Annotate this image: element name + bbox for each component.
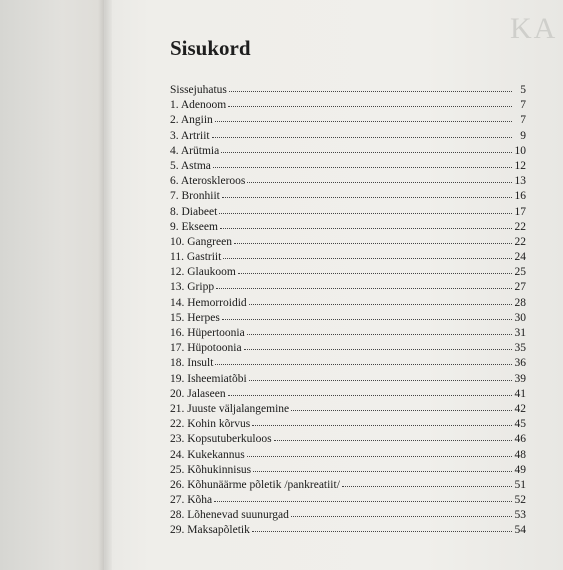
toc-dot-leader [247, 333, 512, 335]
toc-entry [170, 312, 526, 327]
page-title: Sisukord [170, 36, 251, 60]
toc-entry-page-number: 10 [514, 144, 526, 157]
toc-entry [170, 373, 526, 388]
toc-entry-page-number: 36 [514, 357, 526, 370]
toc-dot-leader [247, 181, 512, 183]
toc-entry [170, 357, 526, 372]
toc-dot-leader [342, 485, 512, 487]
toc-entry [170, 281, 526, 296]
show-through-text: KA [510, 12, 558, 45]
toc-entry-label: Sissejuhatus [170, 84, 227, 96]
toc-entry [170, 251, 526, 266]
toc-entry-page-number: 42 [514, 402, 526, 415]
toc-dot-leader [234, 242, 512, 244]
toc-entry [170, 403, 526, 418]
toc-entry-page-number: 45 [514, 418, 526, 431]
toc-entry [170, 160, 526, 175]
toc-entry-page-number: 41 [514, 387, 526, 400]
toc-entry-label: 16. Hüpertoonia [170, 327, 245, 339]
toc-entry-label: 24. Kukekannus [170, 448, 245, 461]
toc-entry-label: 29. Maksapõletik [170, 524, 250, 537]
left-page [0, 0, 104, 570]
toc-entry-label: 25. Kõhukinnisus [170, 463, 252, 476]
toc-entry [170, 114, 526, 129]
toc-entry [170, 175, 526, 190]
toc-entry-page-number: 13 [514, 175, 526, 188]
toc-entry-label: 2. Angiin [170, 114, 213, 127]
toc-entry-label: 19. Isheemiatõbi [170, 372, 247, 385]
toc-dot-leader [229, 90, 512, 92]
toc-entry-page-number: 7 [520, 99, 526, 112]
toc-dot-leader [220, 227, 512, 229]
toc-dot-leader [222, 318, 512, 320]
toc-entry [170, 509, 526, 524]
toc-entry-page-number: 12 [514, 159, 526, 172]
toc-entry-page-number: 54 [514, 524, 526, 537]
toc-entry-label: 6. Ateroskleroos [170, 175, 246, 188]
toc-entry [170, 418, 526, 433]
toc-entry-label: 11. Gastriit [170, 251, 222, 264]
toc-entry-page-number: 49 [514, 463, 526, 476]
toc-dot-leader [213, 166, 512, 168]
toc-entry-label: 9. Ekseem [170, 220, 218, 233]
toc-entry-label: 5. Astma [170, 159, 211, 172]
toc-entry-label: 26. Kõhunäärme põletik /pankreatiit/ [170, 478, 340, 491]
toc-entry [170, 449, 526, 464]
toc-entry-page-number: 17 [514, 205, 526, 218]
toc-entry-page-number: 25 [514, 266, 526, 279]
toc-dot-leader [215, 120, 512, 122]
toc-entry [170, 236, 526, 251]
book-spine [98, 0, 112, 570]
table-of-contents [170, 84, 526, 540]
toc-entry-page-number: 53 [514, 509, 526, 522]
toc-entry [170, 145, 526, 160]
toc-entry [170, 494, 526, 509]
toc-entry-page-number: 22 [514, 235, 526, 248]
toc-dot-leader [228, 394, 512, 396]
toc-entry [170, 206, 526, 221]
toc-dot-leader [253, 470, 512, 472]
toc-entry-label: 1. Adenoom [170, 99, 227, 112]
toc-dot-leader [252, 424, 512, 426]
toc-entry-label: 10. Gangreen [170, 235, 232, 248]
toc-entry [170, 342, 526, 357]
toc-entry-page-number: 51 [514, 478, 526, 491]
toc-entry-page-number: 5 [520, 84, 526, 96]
toc-entry-label: 7. Bronhiit [170, 190, 220, 203]
toc-dot-leader [252, 530, 512, 532]
toc-entry-label: 27. Kõha [170, 494, 213, 507]
toc-entry-page-number: 27 [514, 281, 526, 294]
toc-dot-leader [249, 379, 512, 381]
toc-dot-leader [274, 439, 512, 441]
toc-entry-page-number: 7 [520, 114, 526, 127]
toc-entry [170, 297, 526, 312]
toc-entry-label: 21. Juuste väljalangemine [170, 402, 290, 415]
toc-entry-label: 12. Glaukoom [170, 266, 236, 279]
toc-entry-label: 22. Kohin kõrvus [170, 418, 251, 431]
toc-dot-leader [249, 303, 512, 305]
toc-dot-leader [216, 287, 512, 289]
toc-dot-leader [291, 515, 512, 517]
toc-entry-label: 23. Kopsutuberkuloos [170, 433, 272, 446]
toc-entry-label: 14. Hemorroidid [170, 296, 247, 309]
toc-entry-page-number: 22 [514, 220, 526, 233]
toc-dot-leader [238, 272, 512, 274]
toc-entry-label: 3. Artriit [170, 129, 210, 142]
toc-entry-label: 4. Arütmia [170, 144, 220, 157]
toc-entry-label: 28. Lõhenevad suunurgad [170, 509, 289, 522]
toc-entry [170, 84, 526, 99]
toc-entry-page-number: 24 [514, 251, 526, 264]
toc-dot-leader [212, 136, 512, 138]
toc-entry [170, 130, 526, 145]
toc-entry [170, 433, 526, 448]
toc-dot-leader [222, 196, 512, 198]
toc-entry-page-number: 28 [514, 296, 526, 309]
toc-entry-label: 8. Diabeet [170, 205, 218, 218]
toc-entry [170, 464, 526, 479]
toc-entry-label: 20. Jalaseen [170, 387, 226, 400]
toc-entry [170, 221, 526, 236]
toc-entry [170, 388, 526, 403]
toc-dot-leader [244, 348, 512, 350]
toc-entry-page-number: 46 [514, 433, 526, 446]
toc-entry-label: 13. Gripp [170, 281, 215, 294]
toc-dot-leader [291, 409, 512, 411]
toc-entry-label: 17. Hüpotoonia [170, 342, 242, 355]
toc-entry [170, 524, 526, 539]
toc-entry-page-number: 9 [520, 129, 526, 142]
toc-dot-leader [214, 500, 512, 502]
toc-entry-label: 18. Insult [170, 357, 214, 370]
toc-entry [170, 190, 526, 205]
toc-entry [170, 99, 526, 114]
toc-entry-page-number: 30 [514, 311, 526, 324]
toc-entry-page-number: 35 [514, 342, 526, 355]
toc-entry-page-number: 39 [514, 372, 526, 385]
toc-entry [170, 327, 526, 342]
toc-dot-leader [219, 212, 512, 214]
toc-dot-leader [247, 455, 512, 457]
toc-entry [170, 479, 526, 494]
toc-entry-page-number: 48 [514, 448, 526, 461]
toc-entry-label: 15. Herpes [170, 311, 220, 324]
toc-entry-page-number: 52 [514, 494, 526, 507]
toc-dot-leader [215, 363, 512, 365]
toc-dot-leader [228, 105, 512, 107]
toc-entry-page-number: 31 [514, 327, 526, 339]
toc-dot-leader [221, 151, 512, 153]
toc-entry-page-number: 16 [514, 190, 526, 203]
toc-entry [170, 266, 526, 281]
toc-dot-leader [223, 257, 512, 259]
